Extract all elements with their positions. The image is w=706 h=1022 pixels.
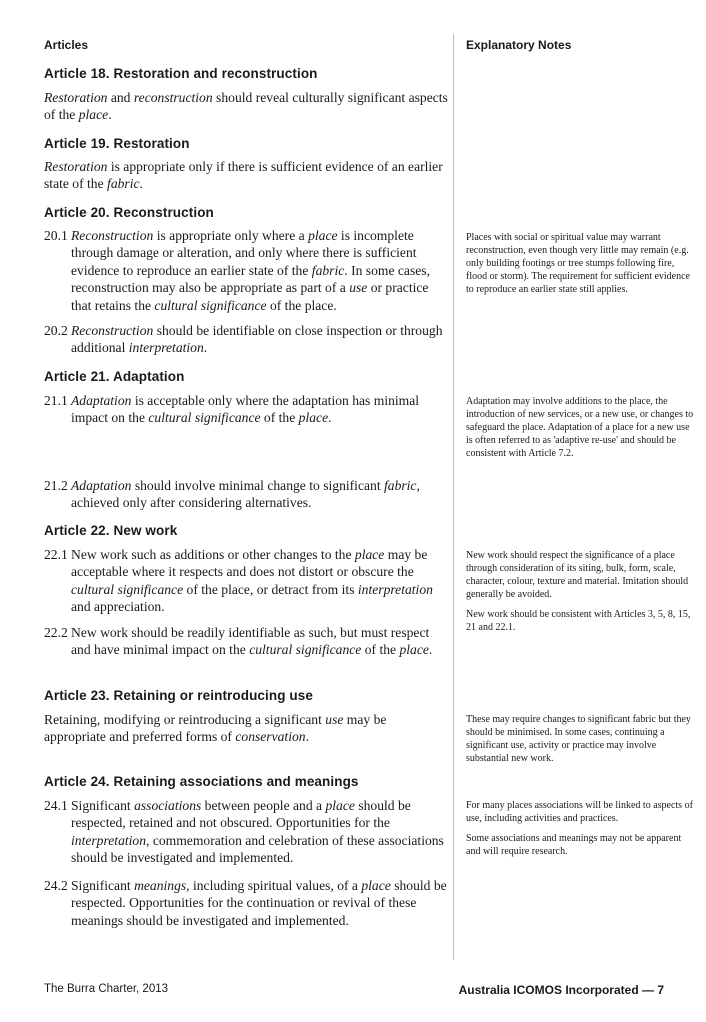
note-article-20 (466, 231, 696, 303)
clause-text: Adaptation should involve minimal change to significant fabric, achieved only after considering alternatives. (71, 478, 420, 511)
clause-text: Adaptation is acceptable only where the adaptation has minimal impact on the cultural significance of the place. (71, 393, 420, 426)
clause-number: 20.2 (44, 323, 68, 338)
clause-24-1 (44, 797, 449, 867)
clause-text: Significant associations between people and a place should be respected, retained and not obscured. Opportunities for the interpretation, commemoration and celebration of these associations should be investigated and implemented. (71, 798, 444, 866)
article-23-heading: Article 23. Retaining or reintroducing use (44, 688, 313, 703)
note-paragraph: New work should be consistent with Articles 3, 5, 8, 15, 21 and 22.1. (466, 609, 691, 634)
note-article-22 (466, 549, 696, 642)
article-23-body: Retaining, modifying or reintroducing a significant use may be appropriate and preferred forms of conservation. (44, 712, 387, 745)
clause-22-1 (44, 546, 449, 616)
clause-24-2 (44, 877, 449, 929)
clause-20-2 (44, 322, 449, 357)
clause-text: Significant meanings, including spiritual values, of a place should be respected. Opportunities for the continuation or revival of these meanings should be investigated and implemented. (71, 878, 447, 928)
note-paragraph: New work should respect the significance of a place through consideration of its siting, bulk, form, scale, character, colour, texture and material. Imitation should generally be avoided. (466, 550, 689, 601)
articles-column-header: Articles (44, 38, 89, 52)
clause-text: New work should be readily identifiable as such, but must respect and have minimal impact on the cultural significance of the place. (71, 625, 433, 658)
article-24-heading: Article 24. Retaining associations and meanings (44, 774, 359, 789)
clause-21-1 (44, 392, 449, 427)
clause-text: Reconstruction is appropriate only where a place is incomplete through damage or alteration, and only where there is sufficient evidence to reproduce an earlier state of the fabric. In some cases, reconstruction may also be appropriate as part of a use or practice that retains the cultural significance of the place. (71, 228, 430, 313)
article-20-heading: Article 20. Reconstruction (44, 205, 214, 220)
column-divider (453, 34, 454, 960)
clause-text: New work such as additions or other changes to the place may be acceptable where it respects and does not distort or obscure the cultural significance of the place, or detract from its interpretation and appreciation. (71, 547, 433, 615)
note-paragraph: Adaptation may involve additions to the place, the introduction of new services, or a new use, or changes to safeguard the place. Adaptation of a place for a new use is often referred to as 'adaptive re-use' and should be consistent with Article 7.2. (466, 396, 694, 460)
note-paragraph: Places with social or spiritual value may warrant reconstruction, even though very little may remain (e.g. only building footings or tree stumps following fire, flood or storm). The requirement for sufficient evidence to reproduce an earlier state still applies. (466, 232, 690, 296)
article-19-body: Restoration is appropriate only if there is sufficient evidence of an earlier state of the fabric. (44, 159, 443, 192)
clause-number: 22.1 (44, 547, 68, 562)
footer-publisher-page: Australia ICOMOS Incorporated — 7 (458, 983, 664, 997)
article-19-heading: Article 19. Restoration (44, 136, 190, 151)
clause-number: 24.1 (44, 798, 68, 813)
clause-number: 21.2 (44, 478, 68, 493)
clause-22-2 (44, 624, 449, 659)
footer-document-title: The Burra Charter, 2013 (44, 983, 169, 995)
clause-text: Reconstruction should be identifiable on close inspection or through additional interpretation. (71, 323, 443, 356)
clause-21-2 (44, 477, 449, 512)
article-18-heading: Article 18. Restoration and reconstruction (44, 66, 318, 81)
clause-number: 24.2 (44, 878, 68, 893)
clause-20-1 (44, 227, 449, 314)
note-paragraph: For many places associations will be linked to aspects of use, including activities and practices. (466, 800, 693, 825)
note-paragraph: These may require changes to significant fabric but they should be minimised. In some cases, continuing a significant use, activity or practice may involve substantial new work. (466, 714, 691, 765)
clause-number: 22.2 (44, 625, 68, 640)
note-article-24 (466, 799, 696, 865)
note-article-23 (466, 713, 696, 772)
clause-number: 21.1 (44, 393, 68, 408)
clause-number: 20.1 (44, 228, 68, 243)
notes-column-header: Explanatory Notes (466, 38, 572, 52)
note-paragraph: Some associations and meanings may not be apparent and will require research. (466, 833, 682, 858)
article-18-body: Restoration and reconstruction should reveal culturally significant aspects of the place. (44, 90, 448, 123)
note-article-21 (466, 395, 696, 467)
article-22-heading: Article 22. New work (44, 523, 178, 538)
article-21-heading: Article 21. Adaptation (44, 369, 185, 384)
